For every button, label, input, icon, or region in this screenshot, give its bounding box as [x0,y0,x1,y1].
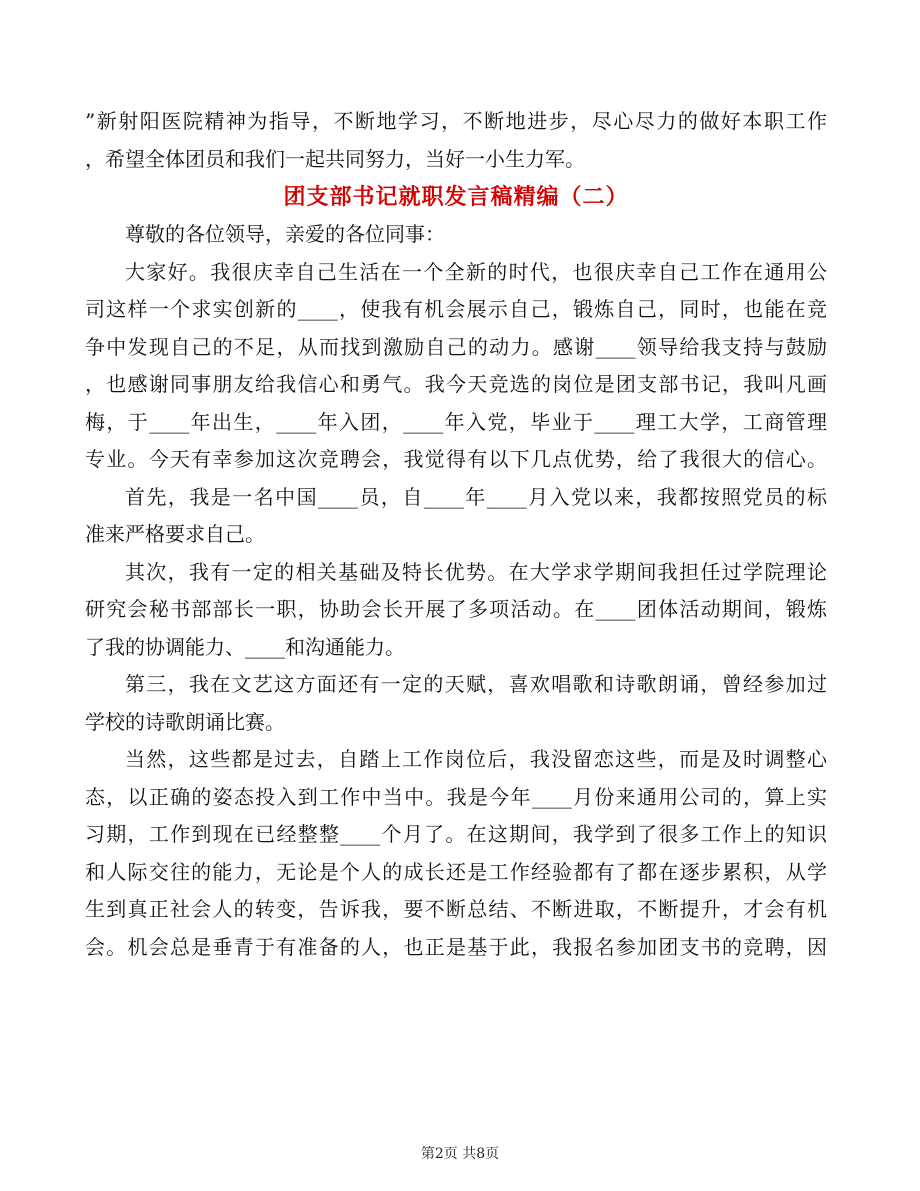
paragraph-line: 生到真正社会人的转变，告诉我，要不断总结、不断进取，不断提升，才会有机 [85,897,827,921]
paragraph-line: 首先，我是一名中国____员，自____年____月入党以来，我都按照党员的标 [125,484,827,509]
paragraph-line: 和人际交往的能力，无论是个人的成长还是工作经验都有了都在逐步累积，从学 [85,859,827,884]
greeting: 尊敬的各位领导，亲爱的各位同事： [125,222,445,246]
paragraph-line: 研究会秘书部部长一职，协助会长开展了多项活动。在____团体活动期间，锻炼 [85,597,827,621]
paragraph-line: 会。机会总是垂青于有准备的人，也正是基于此，我报名参加团支书的竞聘，因 [85,934,827,959]
paragraph-line: 争中发现自己的不足，从而找到激励自己的动力。感谢____领导给我支持与鼓励 [85,334,827,359]
document-body [85,103,827,966]
paragraph-line: 第三，我在文艺这方面还有一定的天赋，喜欢唱歌和诗歌朗诵，曾经参加过 [125,672,827,696]
paragraph-line: 其次，我有一定的相关基础及特长优势。在大学求学期间我担任过学院理论 [125,559,827,584]
paragraph-line: 了我的协调能力、____和沟通能力。 [85,634,405,659]
continuation-line: ”新射阳医院精神为指导，不断地学习，不断地进步，尽心尽力的做好本职工作 [85,109,827,133]
section-title: 团支部书记就职发言稿精编（二） [283,184,629,210]
paragraph-line: 专业。今天有幸参加这次竞聘会，我觉得有以下几点优势，给了我很大的信心。 [85,447,827,471]
paragraph-line: 司这样一个求实创新的____，使我有机会展示自己，锻炼自己，同时，也能在竞 [85,297,827,321]
paragraph-line: 大家好。我很庆幸自己生活在一个全新的时代，也很庆幸自己工作在通用公 [125,259,827,284]
paragraph-line: 态，以正确的姿态投入到工作中当中。我是今年____月份来通用公司的，算上实 [85,784,827,809]
paragraph-line: 当然，这些都是过去，自踏上工作岗位后，我没留恋这些，而是及时调整心 [125,747,827,771]
continuation-line: ，希望全体团员和我们一起共同努力，当好一小生力军。 [85,146,585,171]
page-number: 第2页 共8页 [420,1146,500,1162]
paragraph-line: ，也感谢同事朋友给我信心和勇气。我今天竞选的岗位是团支部书记，我叫凡画 [85,372,827,396]
paragraph-line: 梅，于____年出生，____年入团，____年入党，毕业于____理工大学，工商管理 [85,409,827,434]
paragraph-line: 准来严格要求自己。 [85,522,265,546]
paragraph-line: 学校的诗歌朗诵比赛。 [85,709,285,734]
paragraph-line: 习期，工作到现在已经整整____个月了。在这期间，我学到了很多工作上的知识 [85,822,827,846]
